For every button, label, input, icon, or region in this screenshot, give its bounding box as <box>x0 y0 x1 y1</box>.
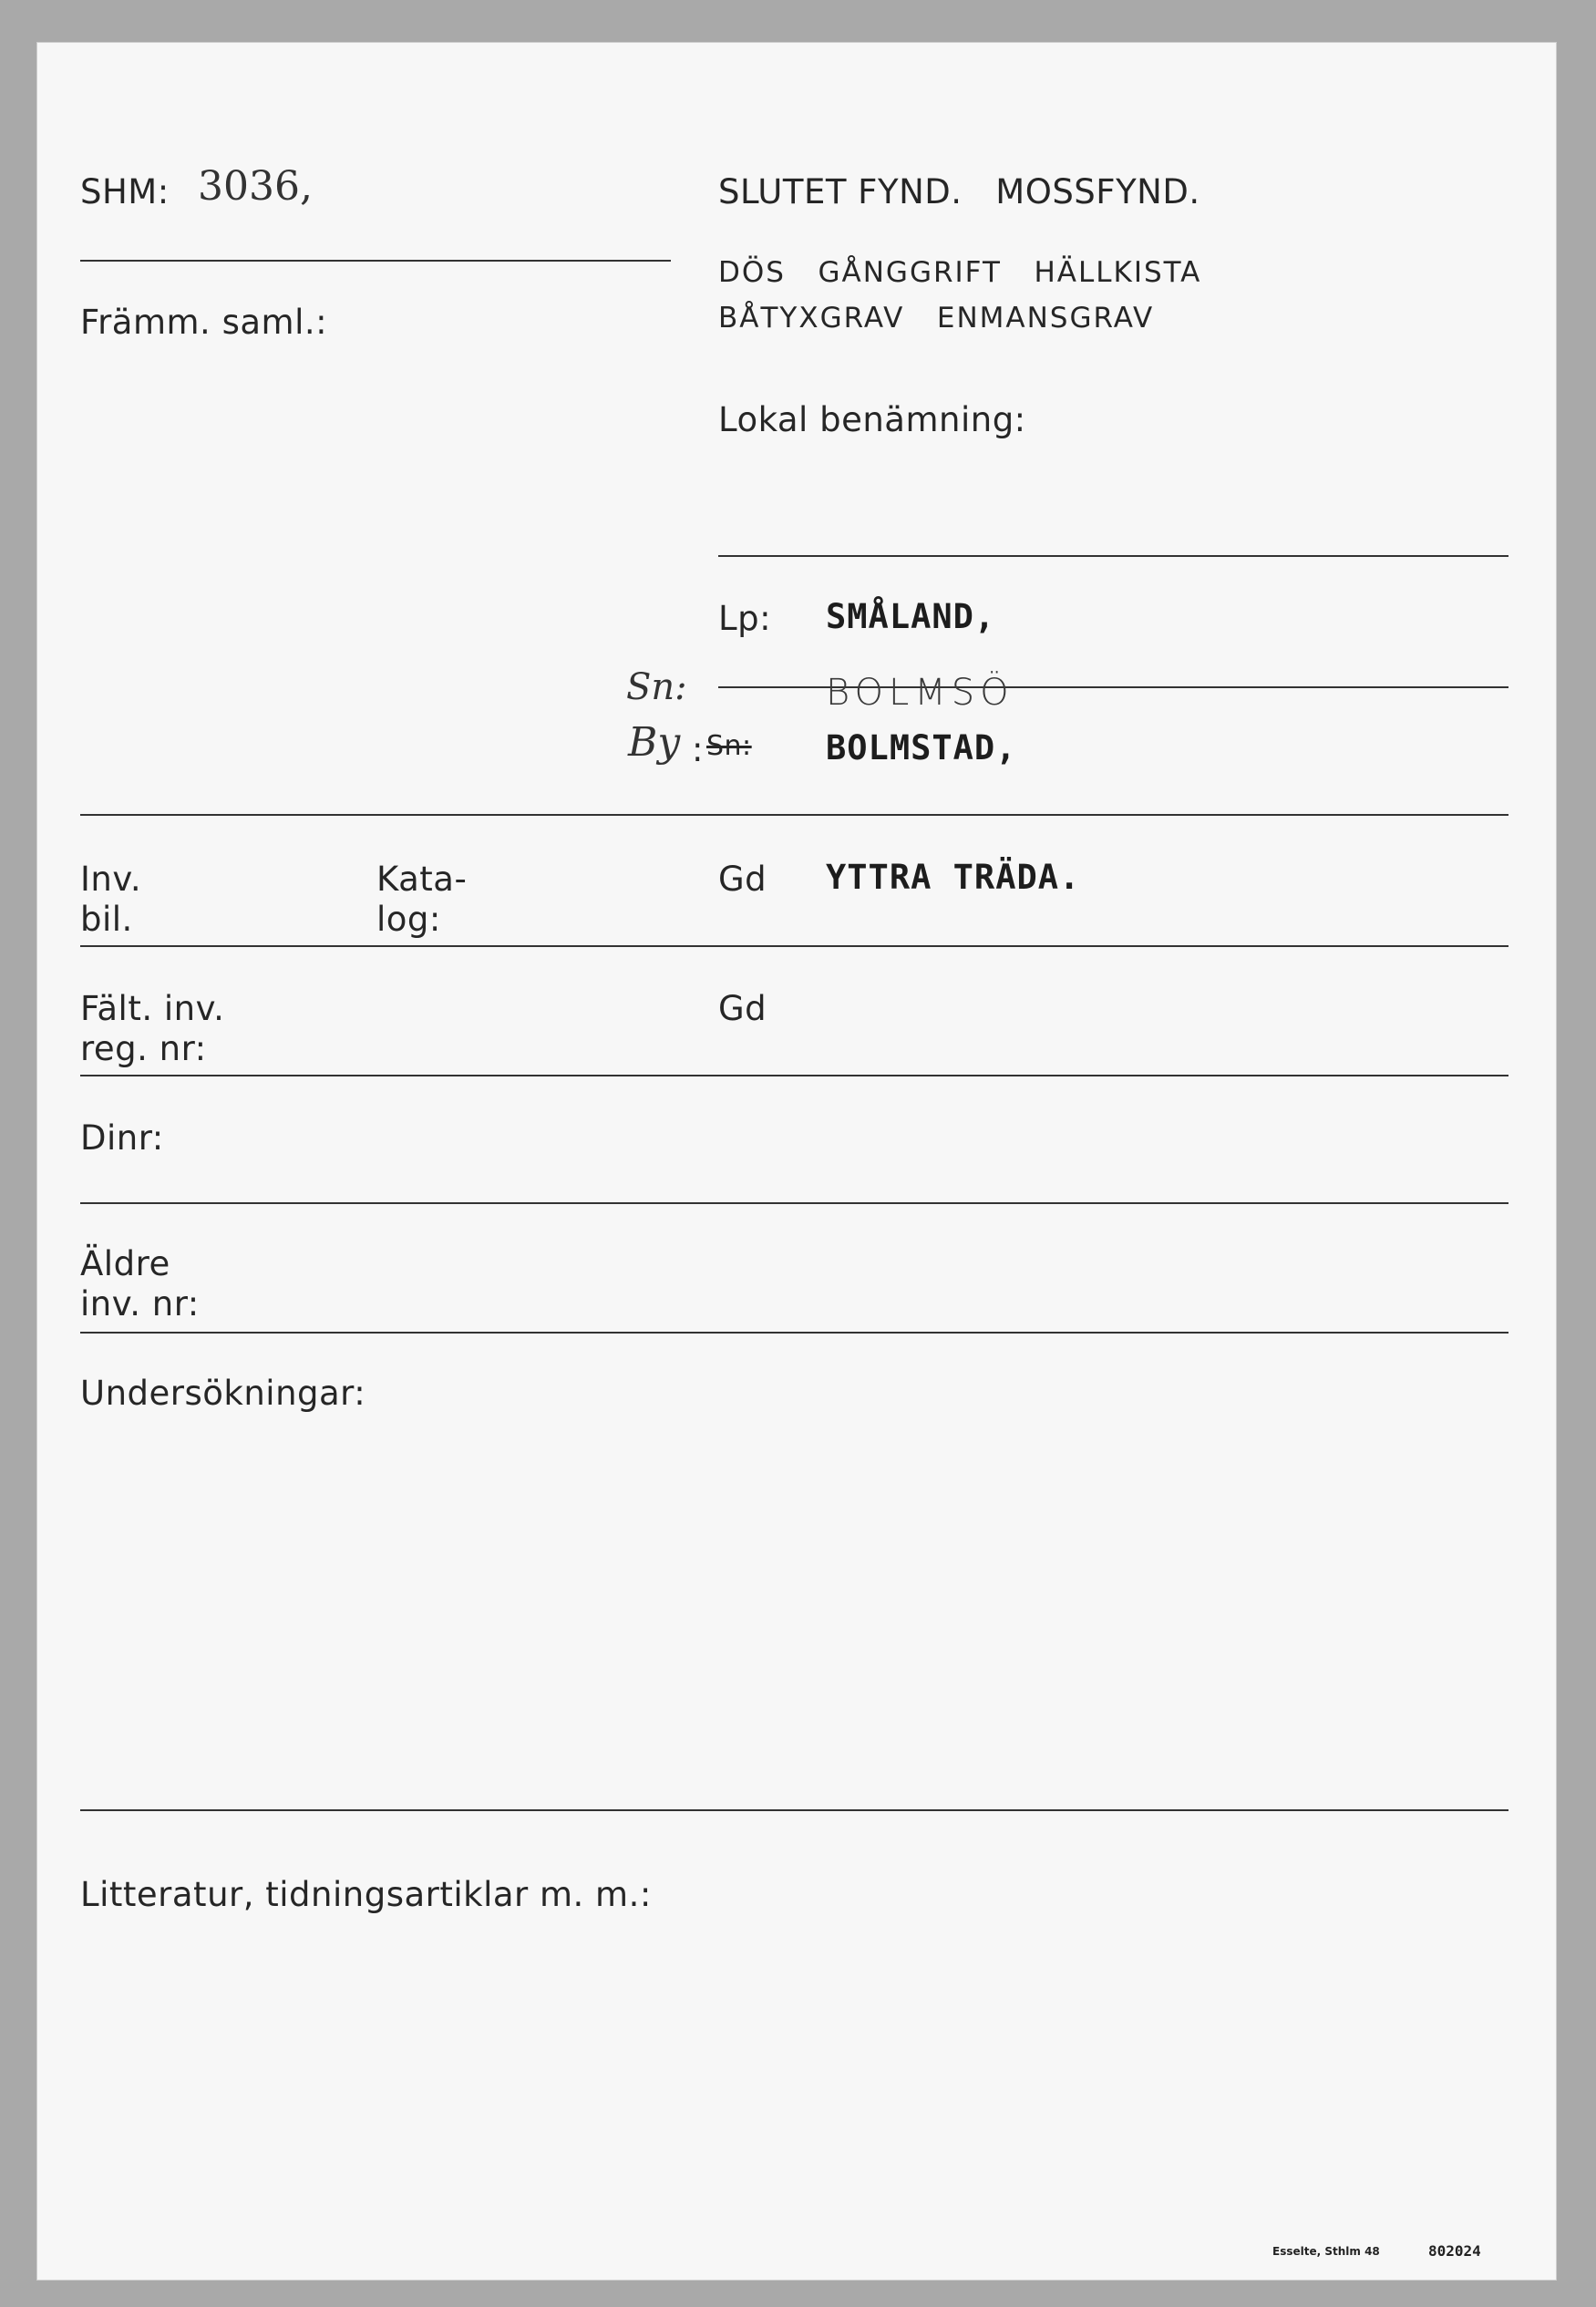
by-colon: : <box>692 730 704 769</box>
inv-label-line2: bil. <box>80 900 133 939</box>
divider-lokal <box>718 555 1508 557</box>
divider-shm <box>80 260 671 262</box>
find-types-header: SLUTET FYND. MOSSFYND. <box>718 172 1200 211</box>
lp-label: Lp: <box>718 599 772 638</box>
lokal-benamning-label: Lokal benämning: <box>718 400 1026 439</box>
falt-inv-line1: Fält. inv. <box>80 989 225 1028</box>
divider-falt <box>80 1075 1508 1076</box>
divider-aldre <box>80 1332 1508 1334</box>
sn-handwritten-label: Sn: <box>626 666 687 708</box>
grave-types-line1: DÖS GÅNGGRIFT HÄLLKISTA <box>718 256 1202 289</box>
gd-label-2: Gd <box>718 989 767 1028</box>
falt-inv-line2: reg. nr: <box>80 1029 207 1068</box>
divider-inv <box>80 945 1508 947</box>
sn-handwritten-value: BOLMSÖ <box>826 672 1014 714</box>
catalog-card <box>36 42 1557 2281</box>
litteratur-label: Litteratur, tidningsartiklar m. m.: <box>80 1875 652 1914</box>
by-value: BOLMSTAD, <box>826 728 1017 767</box>
gd-value-1: YTTRA TRÄDA. <box>826 858 1081 897</box>
divider-dinr <box>80 1202 1508 1204</box>
sn-struck-label: Sn: <box>706 730 752 762</box>
divider-undersokningar <box>80 1809 1508 1811</box>
undersokningar-label: Undersökningar: <box>80 1374 366 1413</box>
inv-label-line1: Inv. <box>80 860 142 899</box>
aldre-line1: Äldre <box>80 1244 170 1283</box>
grave-types-line2: BÅTYXGRAV ENMANSGRAV <box>718 302 1155 335</box>
katalog-label-line1: Kata- <box>376 860 468 899</box>
printer-mark: Esselte, Sthlm 48 <box>1272 2245 1380 2258</box>
shm-number: 3036, <box>198 163 313 210</box>
lp-value: SMÅLAND, <box>826 597 996 636</box>
framm-saml-label: Främm. saml.: <box>80 303 328 342</box>
gd-label-1: Gd <box>718 860 767 899</box>
shm-label: SHM: <box>80 172 170 211</box>
divider-by <box>80 814 1508 816</box>
form-number: 802024 <box>1428 2242 1481 2260</box>
by-handwritten-label: By <box>628 719 681 766</box>
katalog-label-line2: log: <box>376 900 441 939</box>
aldre-line2: inv. nr: <box>80 1284 200 1323</box>
dinr-label: Dinr: <box>80 1118 164 1158</box>
